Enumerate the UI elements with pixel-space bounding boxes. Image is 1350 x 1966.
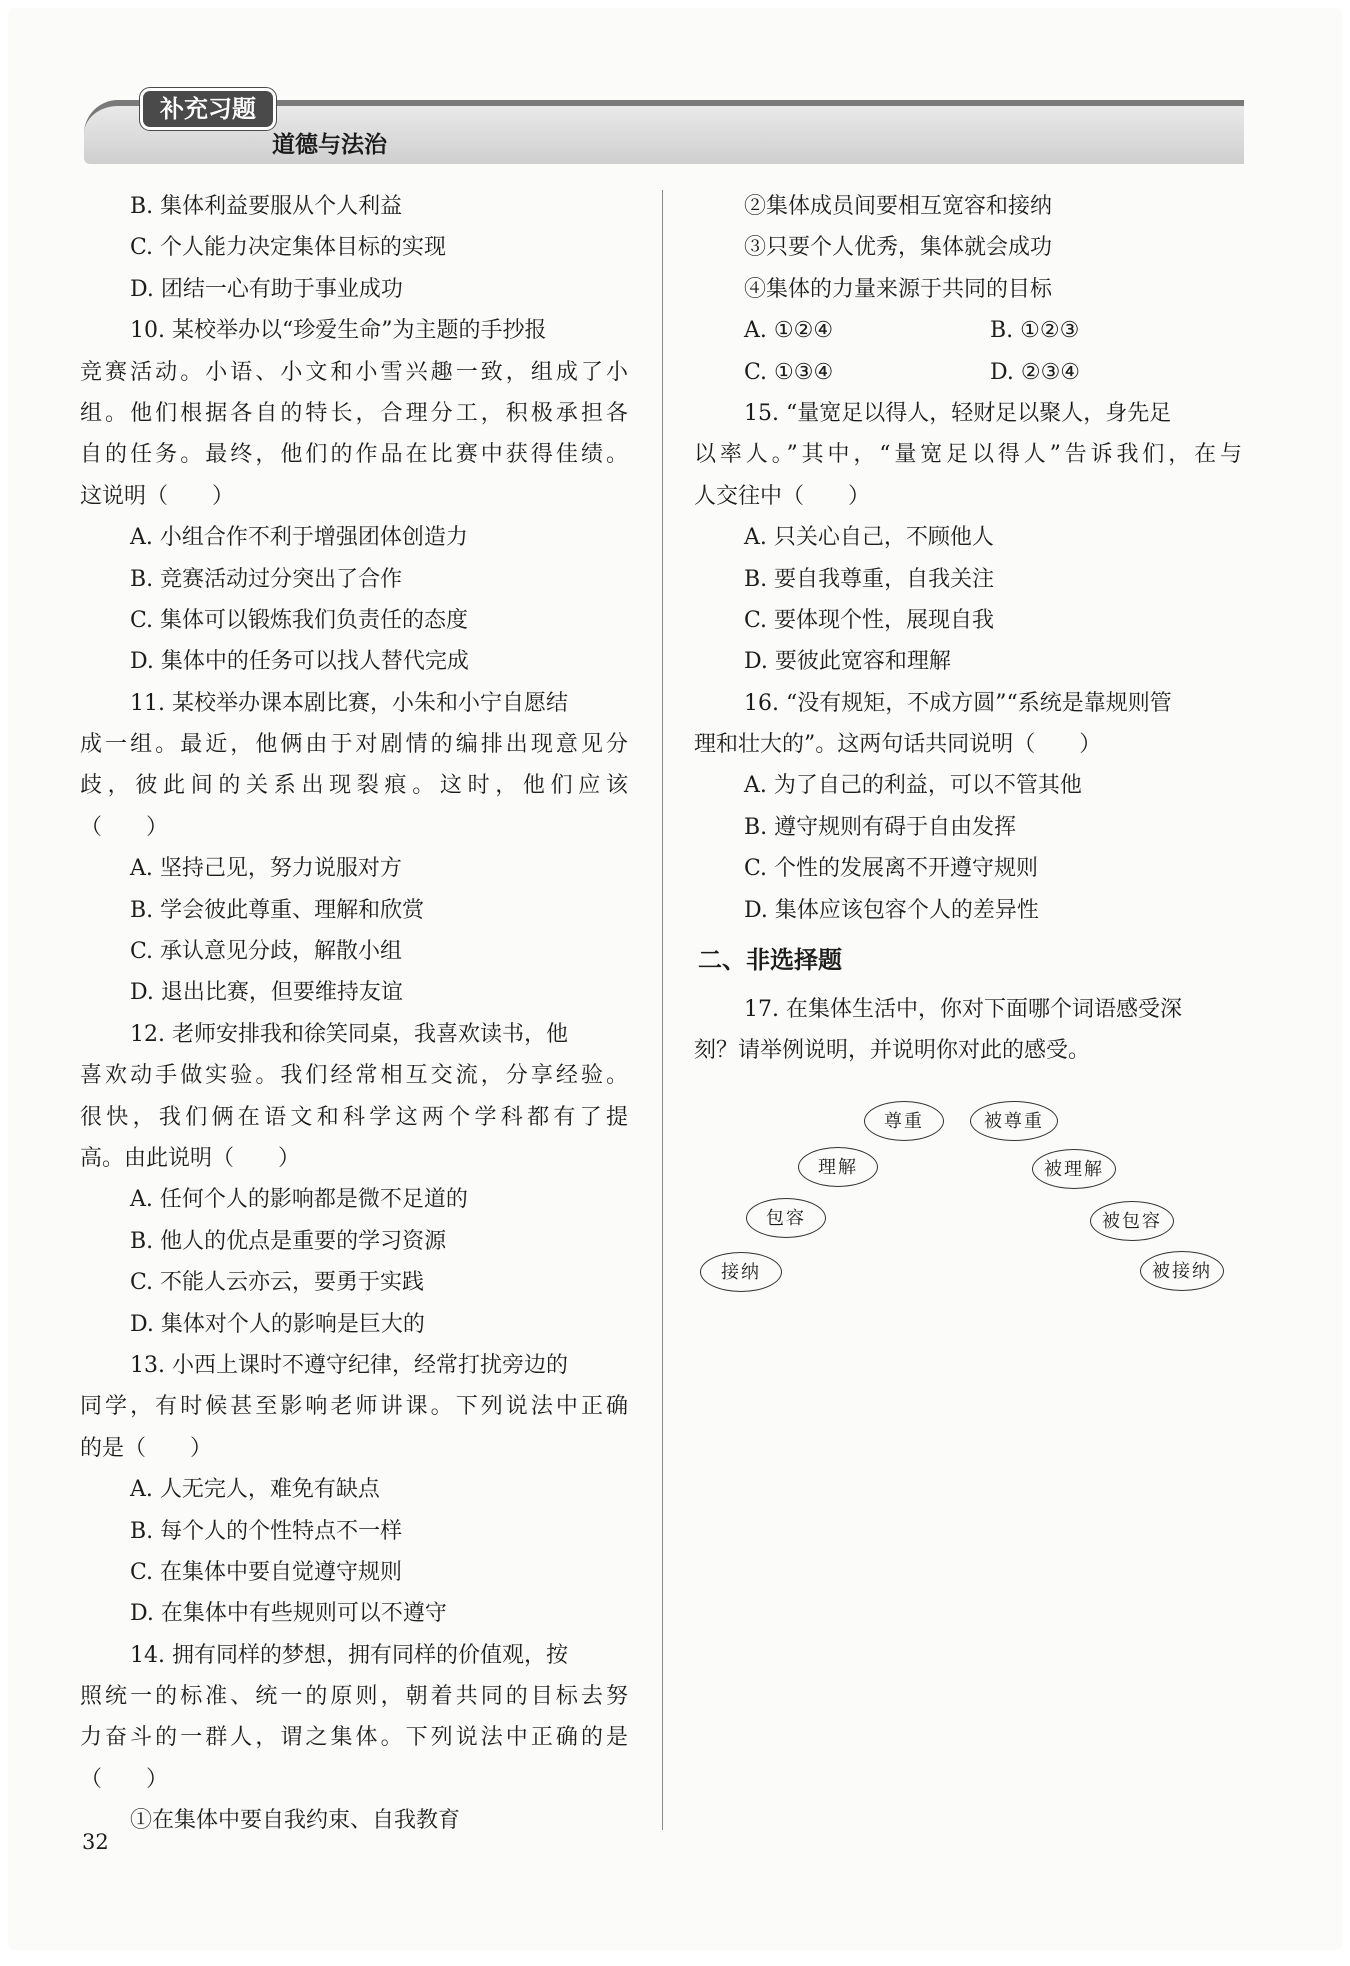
workbook-page <box>8 8 1342 1950</box>
question-text-line: 竞赛活动。小语、小文和小雪兴趣一致，组成了小 <box>80 359 628 385</box>
answer-option[interactable]: D. 在集体中有些规则可以不遵守 <box>130 1601 447 1627</box>
answer-option[interactable]: D. 要彼此宽容和理解 <box>744 649 951 675</box>
answer-option[interactable]: B. 竞赛活动过分突出了合作 <box>130 566 403 592</box>
answer-option[interactable]: D. 集体应该包容个人的差异性 <box>744 897 1039 923</box>
answer-option[interactable]: ①在集体中要自我约束、自我教育 <box>130 1808 461 1834</box>
bubble-tolerate: 包容 <box>746 1198 826 1238</box>
answer-option[interactable]: C. 要体现个性，展现自我 <box>744 607 995 633</box>
answer-option[interactable]: D. 集体中的任务可以找人替代完成 <box>130 649 469 675</box>
left-column <box>80 186 628 1842</box>
bubble-respect: 尊重 <box>864 1101 944 1141</box>
question-text-line: 高。由此说明（ ） <box>80 1145 301 1171</box>
bubble-be-tolerated: 被包容 <box>1090 1201 1174 1241</box>
supplementary-exercises-badge: 补充习题 <box>140 88 276 130</box>
question-text-line: 理和壮大的”。这两句话共同说明（ ） <box>694 732 1102 758</box>
question-text-line: 以率人。”其中，“量宽足以得人”告诉我们，在与 <box>694 442 1242 468</box>
answer-option[interactable]: ③只要个人优秀，集体就会成功 <box>744 235 1053 261</box>
answer-option[interactable]: A. 只关心自己，不顾他人 <box>744 525 994 551</box>
answer-option[interactable]: A. 人无完人，难免有缺点 <box>130 1477 380 1503</box>
q14-option-a[interactable]: A. ①②④ <box>744 318 834 344</box>
question-text-line: 自的任务。最终，他们的作品在比赛中获得佳绩。 <box>80 442 628 468</box>
question-text-line: 同学，有时候甚至影响老师讲课。下列说法中正确 <box>80 1394 628 1420</box>
answer-option[interactable]: C. 不能人云亦云，要勇于实践 <box>130 1270 425 1296</box>
question-text-line: 的是（ ） <box>80 1435 213 1461</box>
page-number: 32 <box>82 1830 109 1854</box>
answer-option[interactable]: B. 每个人的个性特点不一样 <box>130 1518 403 1544</box>
answer-option[interactable]: D. 退出比赛，但要维持友谊 <box>130 980 403 1006</box>
answer-option[interactable]: A. 坚持己见，努力说服对方 <box>130 856 402 882</box>
answer-option[interactable]: B. 要自我尊重，自我关注 <box>744 566 995 592</box>
answer-option[interactable]: C. 个性的发展离不开遵守规则 <box>744 856 1039 882</box>
q14-options-row-2 <box>694 352 1242 393</box>
answer-option[interactable]: C. 承认意见分歧，解散小组 <box>130 939 403 965</box>
q14-option-d[interactable]: D. ②③④ <box>990 359 1081 385</box>
q14-option-b[interactable]: B. ①②③ <box>990 318 1080 344</box>
question-text-line: 这说明（ ） <box>80 483 235 509</box>
question-text-line: 人交往中（ ） <box>694 483 871 509</box>
page-header <box>84 96 1244 164</box>
question-text-line: 成一组。最近，他俩由于对剧情的编排出现意见分 <box>80 732 628 758</box>
right-column <box>694 186 1242 1072</box>
question-text-line: 13. 小西上课时不遵守纪律，经常打扰旁边的 <box>130 1352 568 1378</box>
question-text-line: 14. 拥有同样的梦想，拥有同样的价值观，按 <box>130 1642 568 1668</box>
question-text-line: 刻？请举例说明，并说明你对此的感受。 <box>694 1038 1091 1064</box>
subject-title: 道德与法治 <box>272 132 387 158</box>
question-text-line: 16. “没有规矩，不成方圆”“系统是靠规则管 <box>744 690 1172 716</box>
question-text-line: 10. 某校举办以“珍爱生命”为主题的手抄报 <box>130 318 547 344</box>
answer-option[interactable]: D. 集体对个人的影响是巨大的 <box>130 1311 425 1337</box>
section-title-non-choice: 二、非选择题 <box>698 946 842 975</box>
answer-option[interactable]: B. 他人的优点是重要的学习资源 <box>130 1228 447 1254</box>
answer-option[interactable]: B. 集体利益要服从个人利益 <box>130 194 403 219</box>
question-text-line: 组。他们根据各自的特长，合理分工，积极承担各 <box>80 400 628 426</box>
question-text-line: 照统一的标准、统一的原则，朝着共同的目标去努 <box>80 1684 628 1710</box>
question-text-line: 12. 老师安排我和徐笑同桌，我喜欢读书，他 <box>130 1021 568 1047</box>
bubble-be-understood: 被理解 <box>1032 1149 1116 1189</box>
answer-option[interactable]: C. 个人能力决定集体目标的实现 <box>130 235 447 261</box>
q14-option-c[interactable]: C. ①③④ <box>744 359 834 385</box>
question-text-line: 歧，彼此间的关系出现裂痕。这时，他们应该 <box>80 773 628 799</box>
answer-option[interactable]: D. 团结一心有助于事业成功 <box>130 276 403 302</box>
answer-option[interactable]: C. 集体可以锻炼我们负责任的态度 <box>130 607 469 633</box>
answer-option[interactable]: ④集体的力量来源于共同的目标 <box>744 276 1053 302</box>
bubble-be-respected: 被尊重 <box>970 1101 1058 1141</box>
bubble-be-accepted: 被接纳 <box>1140 1251 1224 1291</box>
bubble-accept: 接纳 <box>700 1252 782 1292</box>
question-text-line: 喜欢动手做实验。我们经常相互交流，分享经验。 <box>80 1063 628 1089</box>
question-text-line: （ ） <box>80 1766 169 1792</box>
answer-option[interactable]: ②集体成员间要相互宽容和接纳 <box>744 194 1053 219</box>
q14-options-row-1 <box>694 310 1242 351</box>
answer-option[interactable]: B. 遵守规则有碍于自由发挥 <box>744 814 1017 840</box>
bubble-understand: 理解 <box>798 1147 878 1187</box>
question-text-line: 15. “量宽足以得人，轻财足以聚人，身先足 <box>744 400 1172 426</box>
answer-option[interactable]: C. 在集体中要自觉遵守规则 <box>130 1559 403 1585</box>
answer-option[interactable]: B. 学会彼此尊重、理解和欣赏 <box>130 897 425 923</box>
column-divider <box>662 190 663 1830</box>
question-text-line: （ ） <box>80 814 169 840</box>
question-text-line: 力奋斗的一群人，谓之集体。下列说法中正确的是 <box>80 1725 628 1751</box>
answer-option[interactable]: A. 为了自己的利益，可以不管其他 <box>744 773 1082 799</box>
answer-option[interactable]: A. 小组合作不利于增强团体创造力 <box>130 525 468 551</box>
answer-option[interactable]: A. 任何个人的影响都是微不足道的 <box>130 1187 468 1213</box>
question-text-line: 很快，我们俩在语文和科学这两个学科都有了提 <box>80 1104 628 1130</box>
question-text-line: 11. 某校举办课本剧比赛，小朱和小宁自愿结 <box>130 690 568 716</box>
question-text-line: 17. 在集体生活中，你对下面哪个词语感受深 <box>744 997 1182 1023</box>
